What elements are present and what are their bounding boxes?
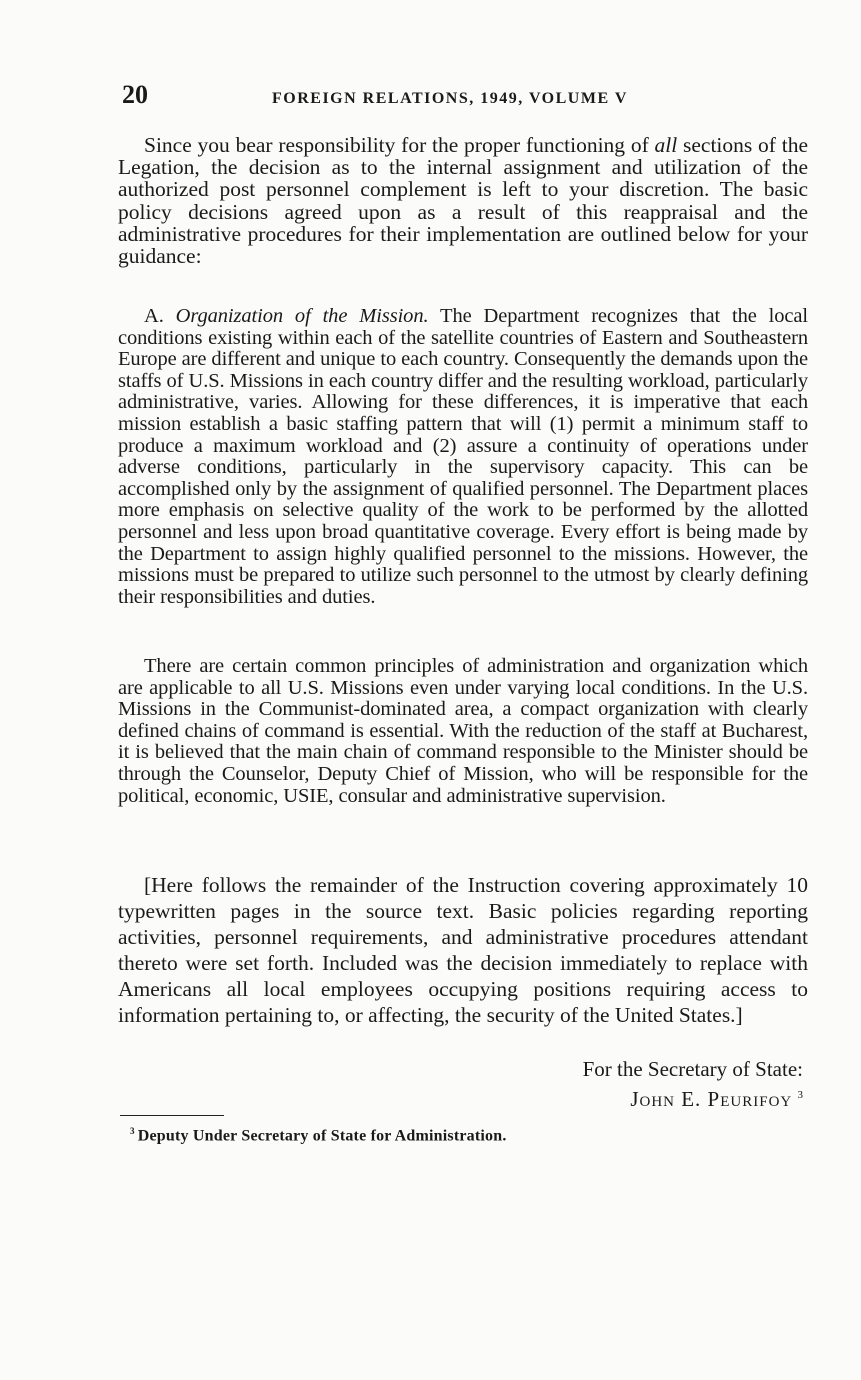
editorial-note: [Here follows the remainder of the Instruction covering approximately 10 typewritten pages in the source text. Basic policies regarding reporting activities, personnel requirements, and administrative procedures attendant thereto were set forth. Included was the decision immediately to replace with Americans all local employees occupying positions requiring access to information pertaining to, or affecting, the security of the United States.] (118, 873, 808, 1027)
running-head: FOREIGN RELATIONS, 1949, VOLUME V (272, 90, 628, 107)
signatory-name: John E. Peurifoy (630, 1087, 793, 1111)
signature-block (583, 1056, 803, 1112)
paragraph-2 (118, 306, 808, 608)
paragraph-1-text-b: sections of the Legation, the decision as to the internal assignment and utilization of the authorized post personnel complement is left to your discretion. The basic policy decisions agreed upon as a result of this reappraisal and the administrative procedures for their implementation are outlined below for your guidance: (118, 133, 809, 269)
paragraph-1-text-a: Since you bear responsibility for the proper functioning of (144, 133, 655, 157)
footnote (130, 1126, 507, 1145)
footnote-reference: 3 (797, 1089, 803, 1101)
paragraph-1 (118, 134, 808, 267)
paragraph-1-emphasis: all (654, 133, 678, 157)
page-number: 20 (122, 80, 148, 109)
footnote-divider (120, 1115, 224, 1116)
paragraph-2-text: The Department recognizes that the local conditions existing within each of the satellite countries of Eastern and Southeastern Europe are different and unique to each country. Consequently the demands upon the staffs of U.S. Missions in each country differ and the resulting workload, particularly administrative, varies. Allowing for these differences, it is imperative that each mission establish a basic staffing pattern that will (1) permit a minimum staff to produce a maximum workload and (2) assure a continuity of operations under adverse conditions, particularly in the supervisory capacity. This can be accomplished only by the assignment of qualified personnel. The Department places more emphasis on selective quality of the work to be performed by the allotted personnel and less upon broad quantitative coverage. Every effort is being made by the Department to assign highly qualified personnel to the missions. However, the missions must be prepared to utilize such personnel to the utmost by clearly defining their responsibilities and duties. (118, 305, 808, 608)
paragraph-2-lead: A. (144, 305, 176, 327)
section-heading: Organization of the Mission. (175, 305, 429, 327)
signoff-line: For the Secretary of State: (582, 1057, 803, 1081)
footnote-mark: 3 (130, 1126, 135, 1136)
footnote-text: Deputy Under Secretary of State for Administration. (137, 1127, 507, 1145)
page-header (122, 80, 812, 114)
paragraph-3: There are certain common principles of administration and organization which are applicable to all U.S. Missions even under varying local conditions. In the U.S. Missions in the Communist-dominated area, a compact organization with clearly defined chains of command is essential. With the reduction of the staff at Bucharest, it is believed that the main chain of command responsible to the Minister should be through the Counselor, Deputy Chief of Mission, who will be responsible for the political, economic, USIE, consular and administrative supervision. (118, 655, 808, 807)
